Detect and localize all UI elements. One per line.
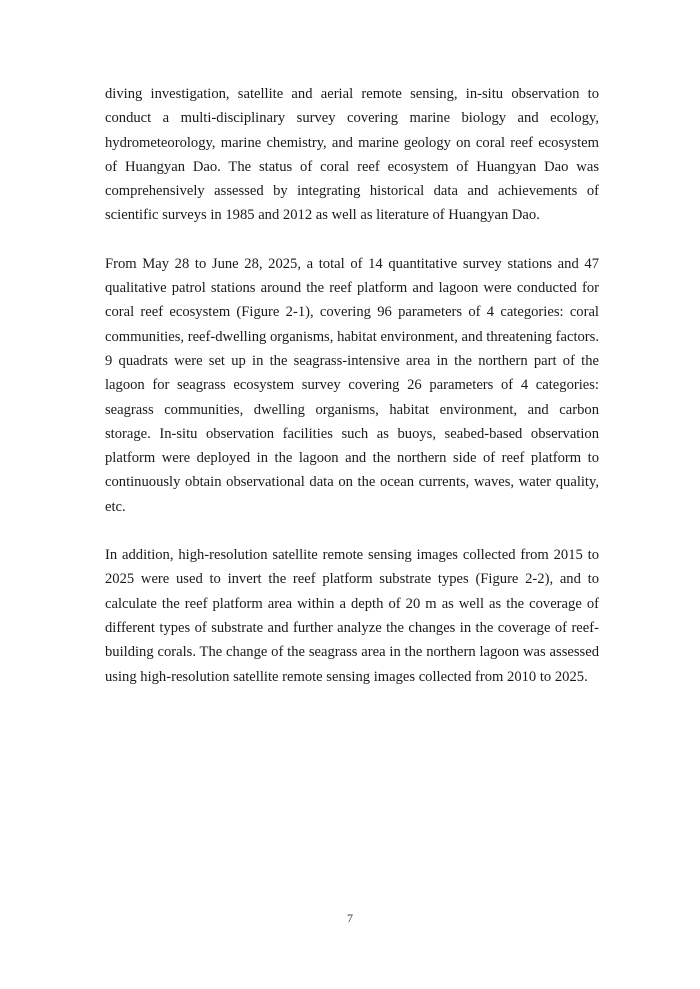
body-text bbox=[105, 82, 599, 713]
paragraph-survey-methods: diving investigation, satellite and aerial remote sensing, in-situ observation to conduct a multi-disciplinary survey covering marine biology and ecology, hydrometeorology, marine chemistry, and marine geology on coral reef ecosystem of Huangyan Dao. The status of coral reef ecosystem of Huangyan Dao was comprehensively assessed by integrating historical data and achievements of scientific surveys in 1985 and 2012 as well as literature of Huangyan Dao. bbox=[105, 86, 599, 224]
paragraph-remote-sensing: In addition, high-resolution satellite remote sensing images collected from 2015 to 2025 were used to invert the reef platform substrate types (Figure 2-2), and to calculate the reef platform area within a depth of 20 m as well as the coverage of different types of substrate and further analyze the changes in the coverage of reef-building corals. The change of the seagrass area in the northern lagoon was assessed using high-resolution satellite remote sensing images collected from 2010 to 2025. bbox=[105, 547, 599, 685]
page-number: 7 bbox=[347, 911, 353, 925]
paragraph-survey-stations: From May 28 to June 28, 2025, a total of 14 quantitative survey stations and 47 qualitative patrol stations around the reef platform and lagoon were conducted for coral reef ecosystem (Figure 2-1), covering 96 parameters of 4 categories: coral communities, reef-dwelling organisms, habitat environment, and threatening factors. 9 quadrats were set up in the seagrass-intensive area in the northern part of the lagoon for seagrass ecosystem survey covering 26 parameters of 4 categories: seagrass communities, dwelling organisms, habitat environment, and carbon storage. In-situ observation facilities such as buoys, seabed-based observation platform were deployed in the lagoon and the northern side of reef platform to continuously obtain observational data on the ocean currents, waves, water quality, etc. bbox=[105, 255, 599, 515]
